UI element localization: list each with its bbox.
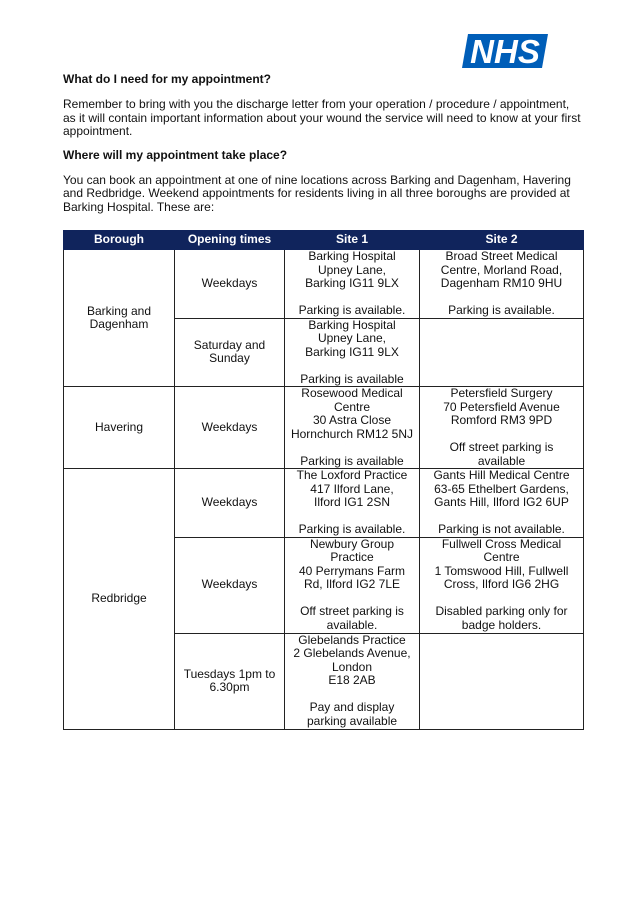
site-line: Barking IG11 9LX (305, 276, 399, 290)
line-gap (424, 510, 579, 524)
site-1-cell (285, 250, 420, 319)
site-1-cell (285, 469, 420, 538)
site-line: Pay and display (309, 700, 395, 715)
site-line: Centre, Morland Road, (440, 262, 563, 277)
intro-content (63, 68, 583, 214)
line-gap (289, 592, 415, 606)
site-line: Practice (330, 550, 374, 565)
site-line: 1 Tomswood Hill, Fullwell (434, 563, 569, 578)
line-gap (289, 688, 415, 702)
opening-times-cell: Weekdays (175, 387, 285, 469)
site-line: Rd, Ilford IG2 7LE (303, 577, 401, 592)
site-2-cell (420, 387, 584, 469)
line-gap (289, 510, 415, 524)
site-line: 417 Ilford Lane, (310, 481, 394, 496)
site-line: Barking IG11 9LX (305, 344, 399, 359)
line-gap (289, 441, 415, 455)
site-line: Centre (483, 550, 520, 565)
site-line: Upney Lane, (317, 331, 387, 345)
site-line: The Loxford Practice (296, 468, 408, 482)
opening-times-cell: Weekdays (175, 469, 285, 538)
site-2-cell (420, 318, 584, 387)
site-line: Off street parking is (449, 440, 554, 454)
site-line: 2 Glebelands Avenue, (293, 646, 411, 661)
site-line: Parking is not available. (438, 522, 565, 536)
site-line: Parking is available. (298, 522, 406, 536)
site-line: Barking Hospital (308, 317, 396, 332)
line-gap (289, 359, 415, 373)
site-line: Glebelands Practice (298, 632, 406, 647)
site-2-cell (420, 250, 584, 319)
site-line: E18 2AB (328, 673, 376, 688)
locations-table (63, 230, 584, 730)
site-2-cell (420, 537, 584, 633)
header-opening-times: Opening times (175, 231, 285, 250)
site-line: Centre (333, 399, 371, 414)
borough-cell: Barking and Dagenham (64, 250, 175, 387)
site-line: Petersfield Surgery (450, 386, 553, 400)
borough-cell: Redbridge (64, 469, 175, 730)
section-heading-needs: What do I need for my appointment? (63, 72, 271, 86)
site-line: Gants Hill Medical Centre (433, 468, 570, 482)
site-line: badge holders. (461, 617, 542, 632)
site-line: Cross, Ilford IG6 2HG (443, 577, 560, 592)
site-line: Parking is available (300, 371, 404, 386)
site-line: Dagenham RM10 9HU (440, 276, 563, 290)
line-gap (424, 428, 579, 442)
site-1-cell (285, 318, 420, 387)
opening-times-cell: Tuesdays 1pm to 6.30pm (175, 633, 285, 729)
site-line: available. (326, 617, 378, 632)
site-1-cell (285, 633, 420, 729)
site-line: parking available (306, 713, 398, 728)
nhs-logo (462, 34, 548, 68)
site-line: 70 Petersfield Avenue (443, 399, 560, 414)
site-line: available (477, 453, 526, 468)
site-line: 30 Astra Close (312, 413, 392, 427)
site-line: Upney Lane, (317, 262, 387, 277)
section-heading-location: Where will my appointment take place? (63, 147, 288, 162)
site-line: Disabled parking only for (435, 604, 568, 619)
site-line: Romford RM3 9PD (450, 413, 553, 427)
site-line: Off street parking is (300, 604, 404, 619)
site-line: Fullwell Cross Medical (441, 536, 562, 551)
site-line: Barking Hospital (308, 249, 396, 263)
line-gap (289, 291, 415, 305)
site-line: 40 Perrymans Farm (298, 563, 406, 578)
site-line: Ilford IG1 2SN (313, 495, 391, 509)
site-1-cell (285, 537, 420, 633)
table-row (64, 469, 584, 538)
site-2-cell (420, 469, 584, 538)
site-line: Gants Hill, Ilford IG2 6UP (434, 495, 569, 509)
opening-times-cell: Weekdays (175, 537, 285, 633)
site-line: 63-65 Ethelbert Gardens, (434, 481, 569, 496)
opening-times-cell: Weekdays (175, 250, 285, 319)
table-row (64, 250, 584, 319)
site-1-cell (285, 387, 420, 469)
site-line: Parking is available. (448, 303, 555, 317)
site-line: Parking is available (300, 453, 404, 468)
site-line: London (331, 659, 373, 674)
table-row (64, 387, 584, 469)
table-header-row (64, 231, 584, 250)
line-gap (424, 592, 579, 606)
line-gap (424, 291, 579, 305)
site-line: Hornchurch RM12 5NJ (290, 426, 414, 441)
section-body-needs: Remember to bring with you the discharge letter from your operation / procedure / appointment, as it will contain important information about your wound the service will need to know at your first appointment. (63, 97, 581, 138)
site-2-cell (420, 633, 584, 729)
site-line: Broad Street Medical (445, 249, 558, 263)
borough-cell: Havering (64, 387, 175, 469)
svg-text:NHS: NHS (470, 34, 540, 68)
site-line: Rosewood Medical (301, 386, 403, 400)
site-line: Parking is available. (298, 303, 406, 317)
opening-times-cell: Saturday and Sunday (175, 318, 285, 387)
header-site-1: Site 1 (285, 231, 420, 250)
section-body-location: You can book an appointment at one of nine locations across Barking and Dagenham, Havering and Redbridge. Weekend appointments for residents living in all three boroughs are provided at Barking Hospital. These are: (63, 172, 571, 214)
header-borough: Borough (64, 231, 175, 250)
site-line: Newbury Group (309, 536, 395, 551)
header-site-2: Site 2 (420, 231, 584, 250)
